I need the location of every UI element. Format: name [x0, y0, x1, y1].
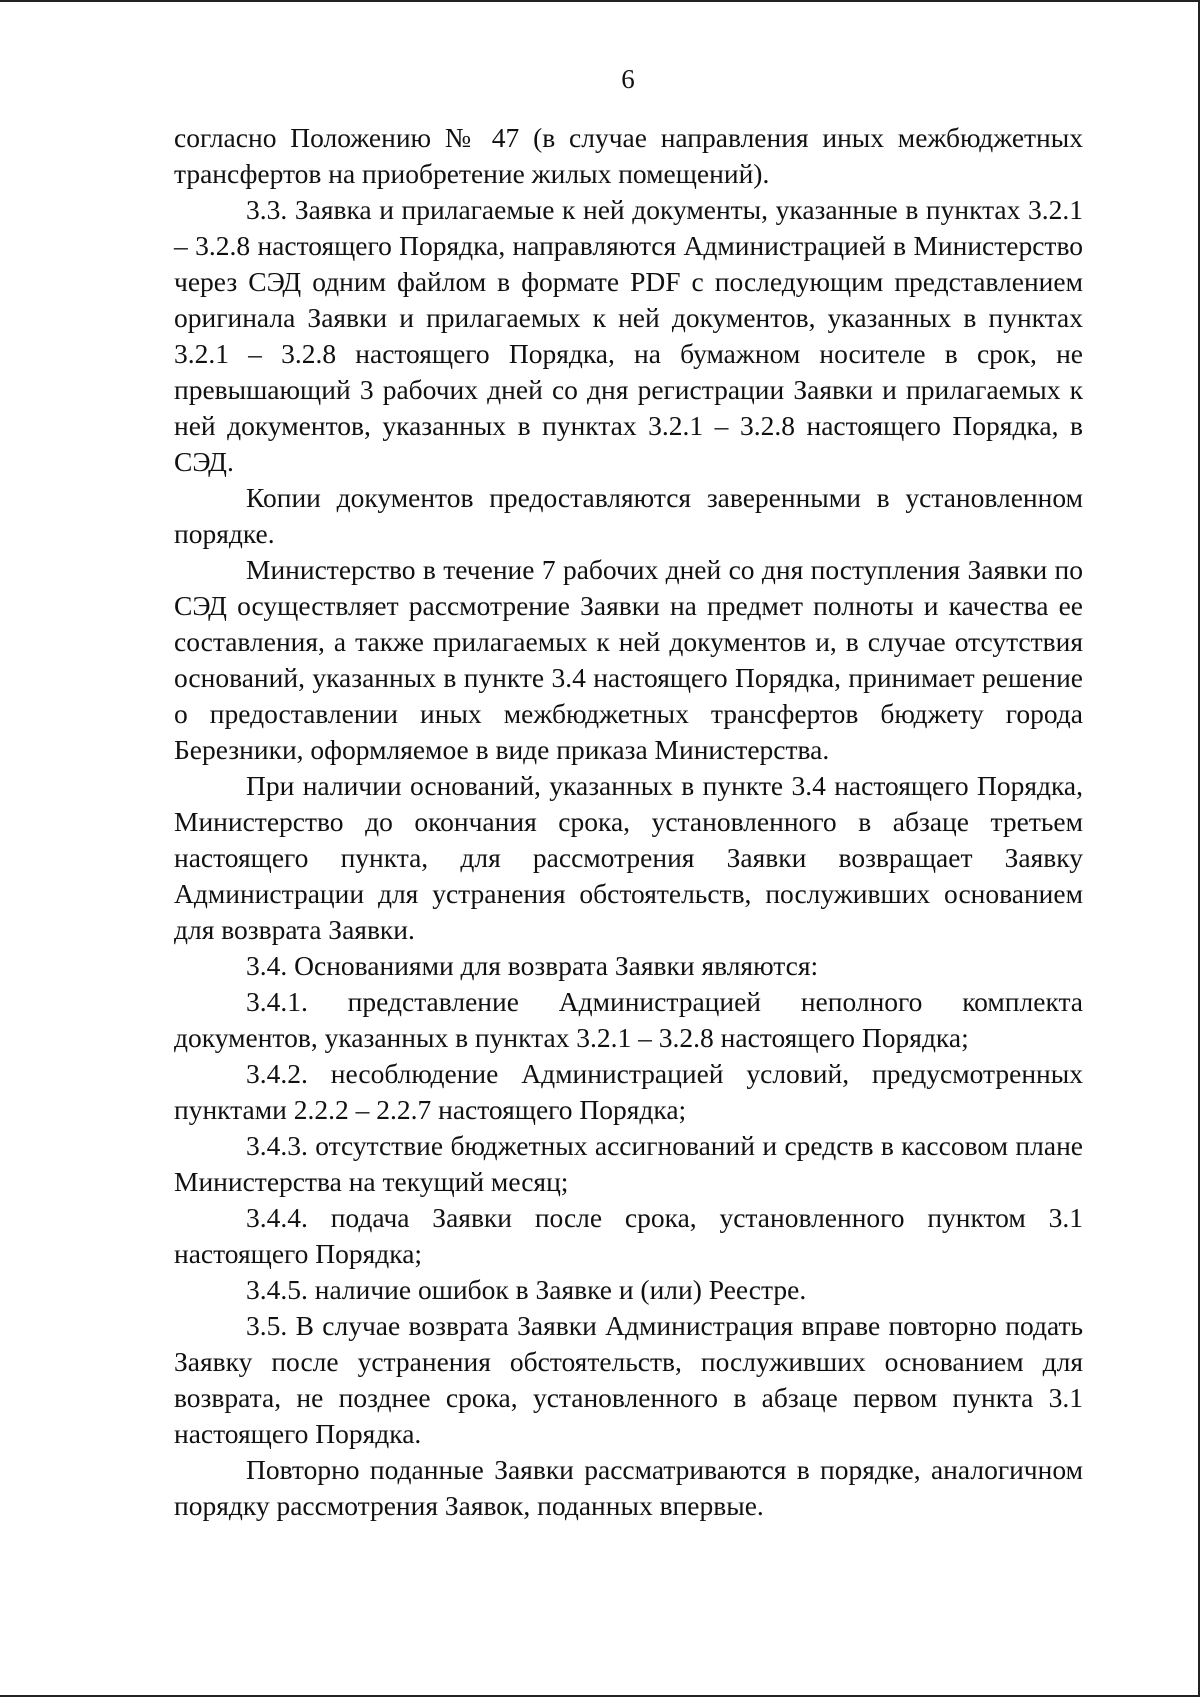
paragraph-ministry-review: Министерство в течение 7 рабочих дней со дня поступления Заявки по СЭД осуществляет рассмотрение Заявки на предмет полноты и качества ее составления, а также прилагаемых к ней документов и, в случае отсутствия оснований, указанных в пункте 3.4 настоящего Порядка, принимает решение о предоставлении иных межбюджетных трансфертов бюджету города Березники, оформляемое в виде приказа Министерства.: [174, 554, 1083, 765]
paragraph-3-4-1: 3.4.1. представление Администрацией неполного комплекта документов, указанных в пунктах 3.2.1 – 3.2.8 настоящего Порядка;: [174, 986, 1083, 1053]
paragraph-3-3: 3.3. Заявка и прилагаемые к ней документы, указанные в пунктах 3.2.1 – 3.2.8 настоящего Порядка, направляются Администрацией в Министерство через СЭД одним файлом в формате PDF с последующим представлением оригинала Заявки и прилагаемых к ней документов, указанных в пунктах 3.2.1 – 3.2.8 настоящего Порядка, на бумажном носителе в срок, не превышающий 3 рабочих дней со дня регистрации Заявки и прилагаемых к ней документов, указанных в пунктах 3.2.1 – 3.2.8 настоящего Порядка, в СЭД.: [174, 194, 1083, 477]
document-body: [174, 120, 1083, 1524]
paragraph-3-4-4: 3.4.4. подача Заявки после срока, установленного пунктом 3.1 настоящего Порядка;: [174, 1202, 1083, 1269]
paragraph-3-4: 3.4. Основаниями для возврата Заявки являются:: [246, 950, 819, 981]
paragraph-resubmission: Повторно поданные Заявки рассматриваются в порядке, аналогичном порядку рассмотрения Заявок, поданных впервые.: [174, 1454, 1083, 1521]
paragraph-3-4-5: 3.4.5. наличие ошибок в Заявке и (или) Реестре.: [246, 1274, 807, 1305]
paragraph-3-4-3: 3.4.3. отсутствие бюджетных ассигнований и средств в кассовом плане Министерства на текущий месяц;: [174, 1130, 1083, 1197]
paragraph-copies: Копии документов предоставляются заверенными в установленном порядке.: [174, 482, 1083, 549]
paragraph-return-grounds: При наличии оснований, указанных в пункте 3.4 настоящего Порядка, Министерство до окончания срока, установленного в абзаце третьем настоящего пункта, для рассмотрения Заявки возвращает Заявку Администрации для устранения обстоятельств, послуживших основанием для возврата Заявки.: [174, 770, 1083, 945]
paragraph-3-4-2: 3.4.2. несоблюдение Администрацией условий, предусмотренных пунктами 2.2.2 – 2.2.7 настоящего Порядка;: [174, 1058, 1083, 1125]
page-number: 6: [621, 64, 635, 94]
paragraph-3-5: 3.5. В случае возврата Заявки Администрация вправе повторно подать Заявку после устранения обстоятельств, послуживших основанием для возврата, не позднее срока, установленного в абзаце первом пункта 3.1 настоящего Порядка.: [174, 1310, 1083, 1449]
paragraph-continuation: согласно Положению № 47 (в случае направления иных межбюджетных трансфертов на приобретение жилых помещений).: [174, 122, 1083, 189]
